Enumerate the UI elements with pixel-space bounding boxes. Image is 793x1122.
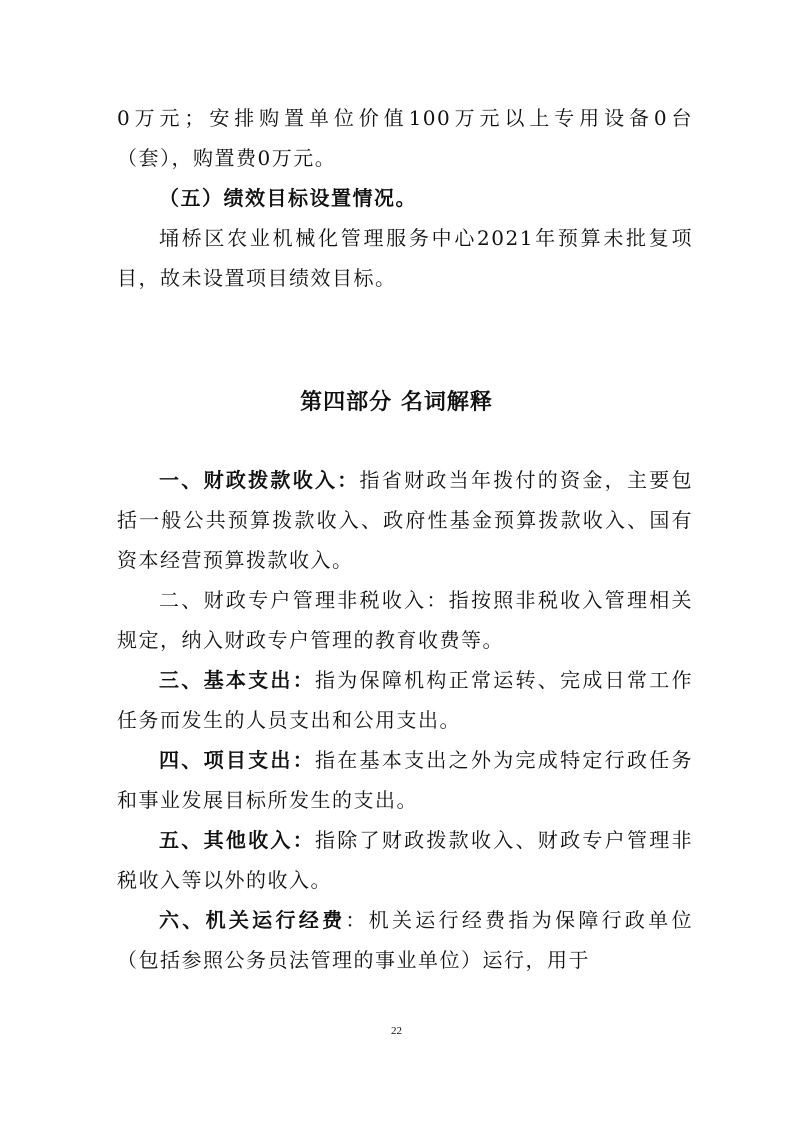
- definition-paragraph-4: [117, 740, 693, 820]
- definition-text: 指按照非税收入管理相关规定，纳入财政专户管理的教育收费等。: [117, 588, 694, 652]
- section-title: 第四部分 名词解释: [300, 389, 493, 415]
- definition-term: 二、财政专户管理非税收入：: [159, 588, 449, 612]
- definition-text: 指除了财政拨款收入、财政专户管理非税收入等以外的收入。: [117, 828, 694, 892]
- definition-text: 指省财政当年拨付的资金，主要包括一般公共预算拨款收入、政府性基金预算拨款收入、国有资本经营预算拨款收入。: [117, 468, 694, 572]
- page-number: 22: [391, 1025, 402, 1037]
- definition-paragraph-6: [117, 900, 693, 980]
- definition-term: 四、项目支出：: [159, 748, 315, 772]
- performance-heading-text: （五）绩效目标设置情况。: [159, 186, 417, 210]
- performance-heading: [117, 178, 693, 218]
- definition-text: 指在基本支出之外为完成特定行政任务和事业发展目标所发生的支出。: [117, 748, 694, 812]
- definition-text: 指为保障机构正常运转、完成日常工作任务而发生的人员支出和公用支出。: [117, 668, 694, 732]
- definition-paragraph-3: [117, 660, 693, 740]
- definition-term: 一、财政拨款收入：: [159, 468, 360, 492]
- performance-paragraph: [117, 218, 693, 298]
- definition-term: 五、其他收入：: [159, 828, 315, 852]
- definition-paragraph-2: [117, 580, 693, 660]
- definition-paragraph-1: [117, 460, 693, 580]
- definition-term: 六、机关运行经费: [159, 908, 346, 932]
- definition-term: 三、基本支出：: [159, 668, 315, 692]
- definition-paragraph-5: [117, 820, 693, 900]
- continuation-text: 0万元；安排购置单位价值100万元以上专用设备0台（套），购置费0万元。: [117, 106, 693, 170]
- performance-body-text: 埇桥区农业机械化管理服务中心2021年预算未批复项目，故未设置项目绩效目标。: [117, 226, 693, 290]
- continuation-paragraph: [117, 98, 693, 178]
- definition-text: ：机关运行经费指为保障行政单位（包括参照公务员法管理的事业单位）运行，用于: [117, 908, 694, 972]
